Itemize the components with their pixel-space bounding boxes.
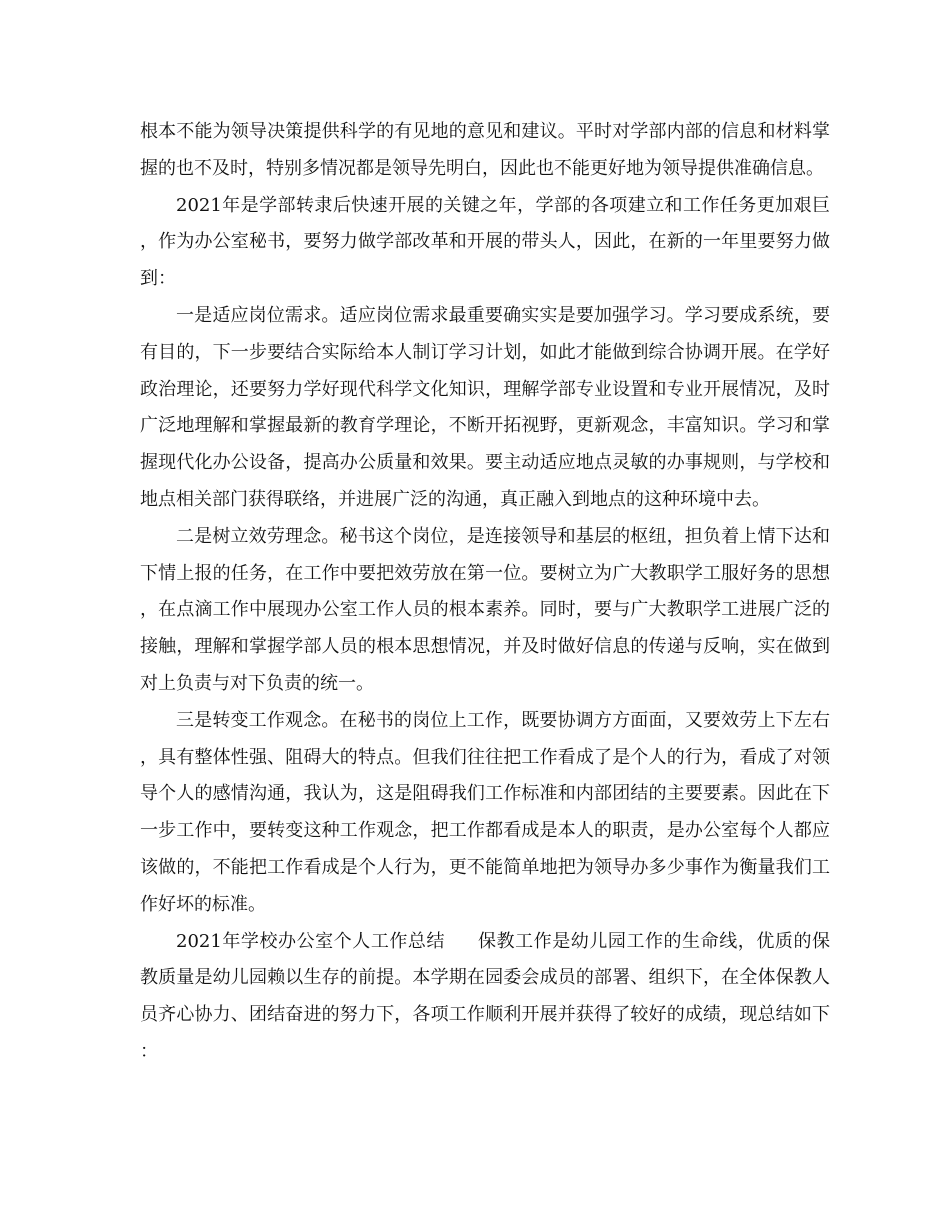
paragraph-summary xyxy=(140,924,830,1071)
paragraph-continuation: 根本不能为领导决策提供科学的有见地的意见和建议。平时对学部内部的信息和材料掌握的也不及时，特别多情况都是领导先明白，因此也不能更好地为领导提供准确信息。 xyxy=(140,121,830,179)
paragraph-2021-plan: 2021年是学部转隶后快速开展的关键之年，学部的各项建立和工作任务更加艰巨，作为办公室秘书，要努力做学部改革和开展的带头人，因此，在新的一年里要努力做到： xyxy=(140,194,830,290)
summary-heading: 2021年学校办公室个人工作总结 xyxy=(176,930,446,952)
summary-text: 保教工作是幼儿园工作的生命线，优质的保教质量是幼儿园赖以生存的前提。本学期在园委会成员的部署、组织下，在全体保教人员齐心协力、团结奋进的努力下，各项工作顺利开展并获得了较好的成绩，现总结如下： xyxy=(140,930,831,1062)
document-body xyxy=(140,114,830,1071)
paragraph-point-two: 二是树立效劳理念。秘书这个岗位，是连接领导和基层的枢纽，担负着上情下达和下情上报的任务，在工作中要把效劳放在第一位。要树立为广大教职学工服好务的思想，在点滴工作中展现办公室工作人员的根本素养。同时，要与广大教职学工进展广泛的接触，理解和掌握学部人员的根本思想情况，并及时做好信息的传递与反响，实在做到对上负责与对下负责的统一。 xyxy=(140,525,830,694)
paragraph-point-one: 一是适应岗位需求。适应岗位需求最重要确实实是要加强学习。学习要成系统，要有目的，下一步要结合实际给本人制订学习计划，如此才能做到综合协调开展。在学好政治理论，还要努力学好现代科学文化知识，理解学部专业设置和专业开展情况，及时广泛地理解和掌握最新的教育学理论，不断开拓视野，更新观念，丰富知识。学习和掌握现代化办公设备，提高办公质量和效果。要主动适应地点灵敏的办事规则，与学校和地点相关部门获得联络，并进展广泛的沟通，真正融入到地点的这种环境中去。 xyxy=(140,304,830,510)
paragraph-point-three: 三是转变工作观念。在秘书的岗位上工作，既要协调方方面面，又要效劳上下左右，具有整体性强、阻碍大的特点。但我们往往把工作看成了是个人的行为，看成了对领导个人的感情沟通，我认为，这是阻碍我们工作标准和内部团结的主要要素。因此在下一步工作中，要转变这种工作观念，把工作都看成是本人的职责，是办公室每个人都应该做的，不能把工作看成是个人行为，更不能简单地把为领导办多少事作为衡量我们工作好坏的标准。 xyxy=(140,709,830,915)
